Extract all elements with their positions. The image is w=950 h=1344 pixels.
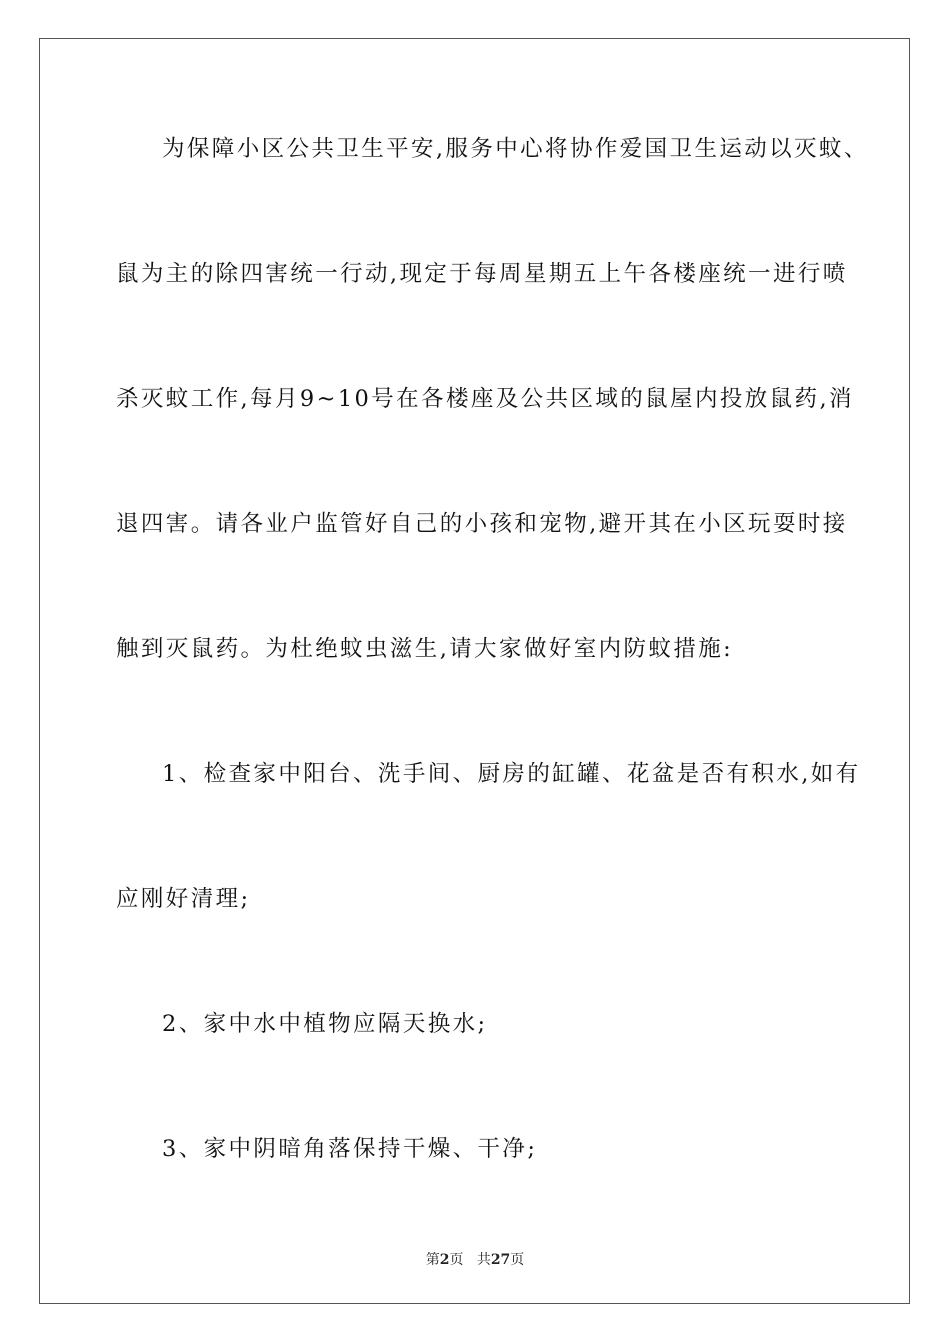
footer-page-unit: 页 <box>449 1252 464 1268</box>
text-line-9: 3、家中阴暗角落保持干燥、干净; <box>162 1136 538 1162</box>
text-line-3: 杀灭蚊工作,每月9~10号在各楼座及公共区域的鼠屋内投放鼠药,消 <box>116 386 854 412</box>
text-line-7: 应刚好清理; <box>116 886 251 912</box>
footer-total-prefix: 共 <box>476 1252 491 1268</box>
text-line-5: 触到灭鼠药。为杜绝蚊虫滋生,请大家做好室内防蚊措施: <box>116 636 734 662</box>
page-footer <box>0 1249 950 1269</box>
footer-prefix: 第 <box>425 1252 440 1268</box>
text-line-4: 退四害。请各业户监管好自己的小孩和宠物,避开其在小区玩耍时接 <box>116 511 848 537</box>
page-border <box>39 38 910 1304</box>
text-line-2: 鼠为主的除四害统一行动,现定于每周星期五上午各楼座统一进行喷 <box>116 261 848 287</box>
footer-page-number: 2 <box>439 1252 450 1268</box>
footer-total-pages: 27 <box>490 1252 511 1268</box>
footer-total-unit: 页 <box>510 1252 525 1268</box>
text-line-6: 1、检查家中阳台、洗手间、厨房的缸罐、花盆是否有积水,如有 <box>162 761 861 787</box>
text-line-8: 2、家中水中植物应隔天换水; <box>162 1011 488 1037</box>
text-line-1: 为保障小区公共卫生平安,服务中心将协作爱国卫生运动以灭蚊、 <box>162 136 869 162</box>
